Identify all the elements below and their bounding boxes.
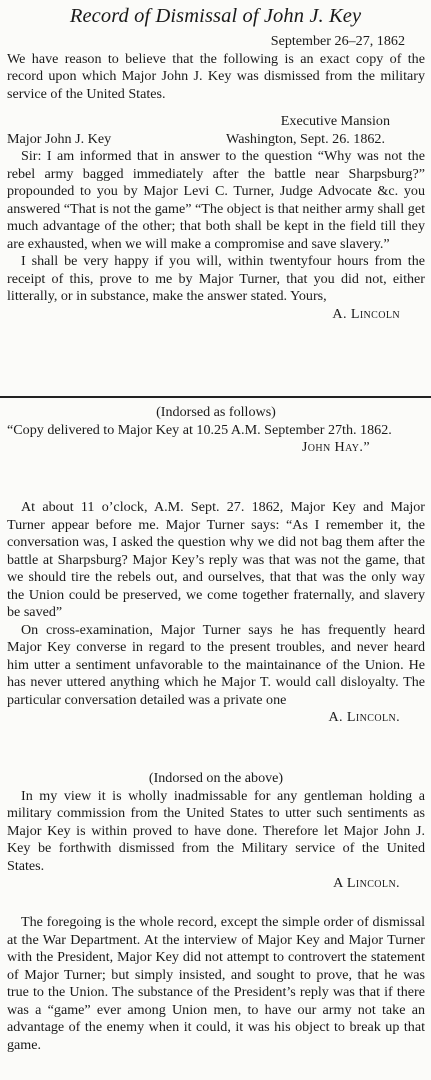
letter-place: Executive Mansion bbox=[280, 113, 390, 129]
document-date: September 26–27, 1862 bbox=[270, 33, 405, 49]
letter-signature: A. Lincoln bbox=[332, 305, 400, 322]
letter-date: Washington, Sept. 26. 1862. bbox=[226, 130, 385, 147]
letter-body-2: I shall be very happy if you will, within twentyfour hours from the receipt of this, prove to me by Major Turner, that you did not, either litterally, or in substance, make the answer stated. Yours, bbox=[7, 253, 425, 304]
hearing-section bbox=[7, 499, 425, 727]
intro-paragraph: We have reason to believe that the following is an exact copy of the record upon which Major John J. Key was dismissed from the military service of the United States. bbox=[7, 50, 425, 102]
letter-header-row bbox=[7, 131, 425, 149]
letter-section bbox=[7, 113, 425, 323]
section-divider bbox=[0, 396, 431, 398]
closing-section bbox=[7, 914, 425, 1054]
indorsement-1-section bbox=[7, 404, 425, 457]
hearing-signature: A. Lincoln. bbox=[328, 709, 400, 725]
hearing-paragraph-1: At about 11 o’clock, A.M. Sept. 27. 1862, Major Key and Major Turner appear before me. Major Turner says: “As I remember it, the conversation was, I asked the question why we did not bag them after the battle at Sharpsburg? Major Key’s reply was that was not the game, that we should tire the rebels out, and ourselves, that that was the only way the Union could be preserved, we come together fraternally, and slavery be saved” bbox=[7, 499, 425, 620]
letter-addressee: Major John J. Key bbox=[7, 130, 112, 147]
indorsement-2-signature: A Lincoln. bbox=[333, 875, 400, 891]
closing-paragraph: The foregoing is the whole record, except the simple order of dismissal at the War Department. At the interview of Major Key and Major Turner with the President, Major Key did not attempt to controvert the statement of Major Turner; but simply insisted, and sought to prove, that he was true to the Union. The substance of the President’s reply was that if there was a “game” ever among Union men, to have our army not take an advantage of the enemy when it could, it was his object to break up that game. bbox=[7, 914, 425, 1053]
indorsement-1-signature: John Hay.” bbox=[301, 439, 370, 455]
page-title: Record of Dismissal of John J. Key bbox=[69, 5, 362, 27]
indorsement-2-text: In my view it is wholly inadmissable for any gentleman holding a military commission from the United States to utter such sentiments as Major Key is within proved to have done. Therefore let Major John J. Key be forthwith dismissed from the Military service of the United States. bbox=[7, 787, 425, 874]
indorsement-1-heading: (Indorsed as follows) bbox=[156, 404, 276, 420]
intro-section bbox=[7, 33, 425, 103]
hearing-paragraph-2: On cross-examination, Major Turner says he has frequently heard Major Key converse in regard to the present troubles, and never heard him utter a sentiment unfavorable to the maintainance of the Union. He has never uttered anything which he Major T. would call disloyalty. The particular conversation detailed was a private one bbox=[7, 621, 425, 708]
letter-body-1: Sir: I am informed that in answer to the question “Why was not the rebel army bagged immediately after the battle near Sharpsburg?” propounded to you by Major Levi C. Turner, Judge Advocate &c. you answered “That is not the game” “The object is that neither army shall get much advantage of the other; that both shall be kept in the field till they are exhausted, when we will make a compromise and save slavery.” bbox=[7, 148, 425, 252]
indorsement-2-section bbox=[7, 770, 425, 893]
indorsement-1-text: “Copy delivered to Major Key at 10.25 A.M. September 27th. 1862. bbox=[7, 421, 392, 438]
indorsement-2-heading: (Indorsed on the above) bbox=[148, 770, 284, 786]
